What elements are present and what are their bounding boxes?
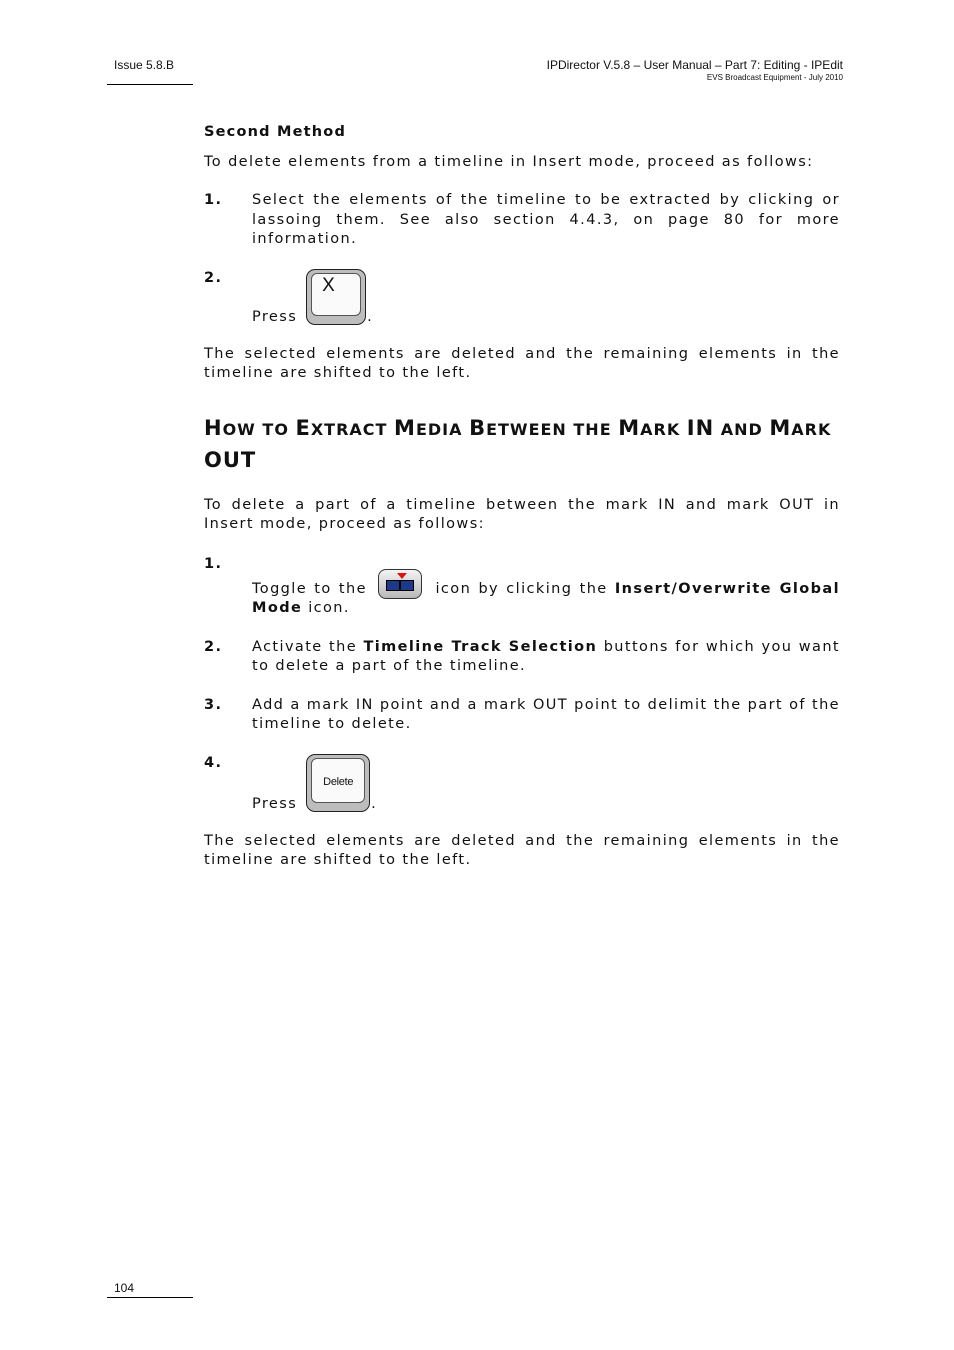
header-title: IPDirector V.5.8 – User Manual – Part 7: Editing - IPEdit	[546, 58, 843, 72]
heading-part: IN	[686, 415, 715, 440]
step-text: Add a mark IN point and a mark OUT point to delimit the part of the timeline to delete.	[252, 696, 840, 732]
heading-part: M	[769, 415, 792, 440]
step-number: 1.	[204, 192, 223, 208]
insert-overwrite-label: Insert/Overwrite Global Mode	[252, 580, 840, 616]
step-number: 4.	[204, 754, 223, 771]
timeline-track-selection-label: Timeline Track Selection	[363, 638, 598, 655]
x-key-icon	[306, 269, 366, 325]
step-text: Select the elements of the timeline to be extracted by clicking or lassoing them. See also section 4.4.3, on page 80 for more information.	[252, 192, 840, 247]
heading-part: ARK	[640, 419, 687, 439]
second-method-step-1	[204, 191, 840, 250]
step-number: 3.	[204, 696, 223, 713]
extract-step-3	[204, 696, 840, 735]
heading-part: XTRACT	[310, 419, 395, 439]
header-rule	[107, 84, 193, 85]
second-method-result: The selected elements are deleted and the remaining elements in the timeline are shifted to the left.	[204, 345, 840, 381]
heading-part: H	[204, 415, 223, 440]
footer-rule	[107, 1297, 193, 1298]
header-subtitle: EVS Broadcast Equipment - July 2010	[706, 73, 843, 82]
step-number: 2.	[204, 269, 223, 286]
delete-key-icon	[306, 754, 370, 812]
second-method-heading: Second Method	[204, 124, 347, 140]
heading-part: AND	[714, 419, 770, 439]
extract-step-2	[204, 638, 840, 677]
header-right	[547, 58, 843, 82]
heading-part: M	[394, 415, 416, 440]
heading-part: B	[469, 415, 487, 440]
step-number: 1.	[204, 555, 223, 572]
step-number: 2.	[204, 638, 223, 655]
second-method-step-2	[204, 269, 840, 325]
section-heading	[204, 413, 840, 475]
period: .	[367, 309, 374, 325]
extract-intro: To delete a part of a timeline between the mark IN and mark OUT in Insert mode, proceed as follows:	[204, 496, 840, 532]
page-content	[204, 123, 840, 871]
heading-part: ETWEEN THE	[486, 419, 619, 439]
press-label: Press	[252, 309, 298, 325]
heading-part: OW TO	[222, 419, 296, 439]
extract-step-1	[204, 555, 840, 619]
step-text: Toggle to the icon by clicking the Insert/Overwrite Global Mode icon.	[252, 555, 840, 619]
insert-overwrite-mode-icon	[378, 569, 422, 599]
page-number: 104	[114, 1281, 135, 1295]
period: .	[371, 796, 378, 812]
heading-part: M	[618, 415, 641, 440]
extract-step-4	[204, 754, 840, 812]
step-text: Activate the Timeline Track Selection buttons for which you want to delete a part of the timeline.	[252, 638, 841, 674]
extract-result: The selected elements are deleted and the remaining elements in the timeline are shifted to the left.	[204, 832, 840, 868]
heading-part: OUT	[204, 447, 257, 472]
second-method-intro: To delete elements from a timeline in Insert mode, proceed as follows:	[204, 153, 814, 170]
press-label: Press	[252, 796, 298, 812]
heading-part: ARK	[791, 419, 832, 439]
x-key-label: X	[322, 274, 335, 296]
heading-part: EDIA	[415, 419, 470, 439]
header-issue: Issue 5.8.B	[114, 58, 175, 72]
delete-key-label: Delete	[323, 775, 354, 788]
heading-part: E	[295, 415, 311, 440]
